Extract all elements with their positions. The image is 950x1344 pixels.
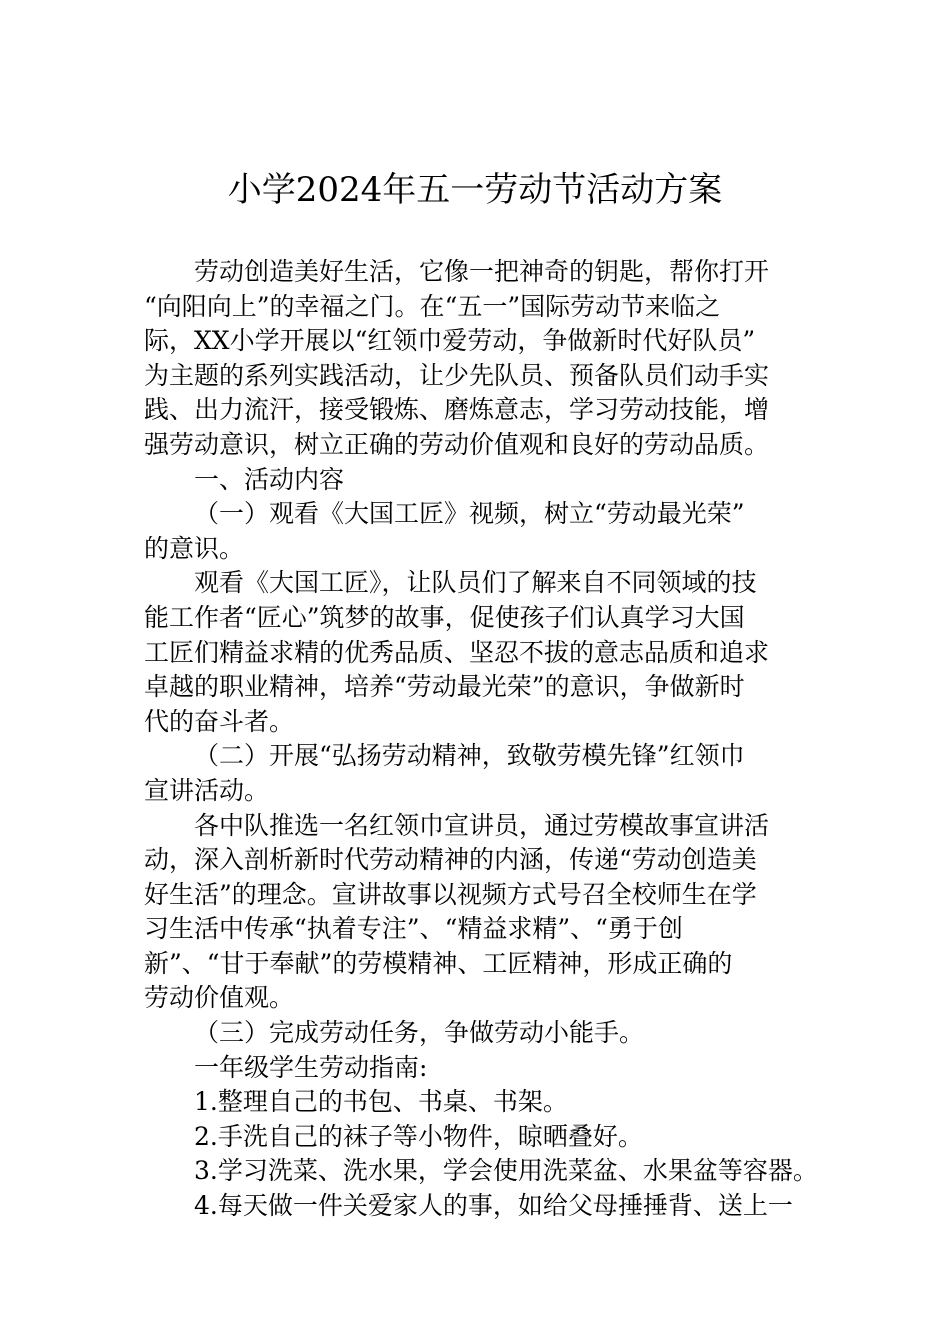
body-line: （三）完成劳动任务，争做劳动小能手。 bbox=[194, 1018, 645, 1048]
body-line: 卓越的职业精神，培养“劳动最光荣”的意识，争做新时 bbox=[144, 672, 745, 702]
body-line: 的意识。 bbox=[144, 533, 245, 563]
body-line: 宣讲活动。 bbox=[144, 775, 270, 805]
document-title: 小学2024年五一劳动节活动方案 bbox=[227, 170, 723, 210]
body-line: 新”、“甘于奉献”的劳模精神、工匠精神，形成正确的 bbox=[144, 948, 733, 978]
body-line: 1.整理自己的书包、书桌、书架。 bbox=[194, 1087, 568, 1117]
body-line: 3.学习洗菜、洗水果，学会使用洗菜盆、水果盆等容器。 bbox=[194, 1156, 818, 1186]
body-line: （一）观看《大国工匠》视频，树立“劳动最光荣” bbox=[194, 499, 745, 529]
body-line: 各中队推选一名红领巾宣讲员，通过劳模故事宣讲活 bbox=[194, 810, 770, 840]
body-line: 劳动创造美好生活，它像一把神奇的钥匙，帮你打开 bbox=[194, 257, 770, 286]
body-line: 代的奋斗者。 bbox=[144, 706, 295, 736]
body-line: 观看《大国工匠》，让队员们了解来自不同领域的技 bbox=[194, 568, 757, 598]
body-line: 践、出力流汗，接受锻炼、磨炼意志，学习劳动技能，增 bbox=[144, 395, 770, 425]
body-line: “向阳向上”的幸福之门。在“五一”国际劳动节来临之 bbox=[144, 291, 721, 321]
body-line: 一年级学生劳动指南: bbox=[194, 1052, 428, 1082]
body-line: （二）开展“弘扬劳动精神，致敬劳模先锋”红领巾 bbox=[194, 741, 745, 771]
body-line: 劳动价值观。 bbox=[144, 983, 295, 1013]
body-line: 动，深入剖析新时代劳动精神的内涵，传递“劳动创造美 bbox=[144, 845, 757, 875]
body-line: 工匠们精益求精的优秀品质、坚忍不拔的意志品质和追求 bbox=[144, 637, 770, 667]
body-line: 2.手洗自己的袜子等小物件，晾晒叠好。 bbox=[194, 1121, 643, 1151]
body-line: 一、活动内容 bbox=[194, 464, 345, 494]
document-body bbox=[144, 255, 818, 1224]
body-line: 强劳动意识，树立正确的劳动价值观和良好的劳动品质。 bbox=[144, 429, 770, 459]
body-line: 为主题的系列实践活动，让少先队员、预备队员们动手实 bbox=[144, 360, 770, 390]
body-line: 4.每天做一件关爱家人的事，如给父母捶捶背、送上一 bbox=[194, 1191, 793, 1221]
body-line: 能工作者“匠心”筑梦的故事，促使孩子们认真学习大国 bbox=[144, 602, 745, 632]
body-line: 习生活中传承“执着专注”、“精益求精”、“勇于创 bbox=[144, 914, 683, 944]
body-line: 际，XX小学开展以“红领巾爱劳动，争做新时代好队员” bbox=[144, 326, 756, 356]
body-line: 好生活”的理念。宣讲故事以视频方式号召全校师生在学 bbox=[144, 879, 757, 909]
